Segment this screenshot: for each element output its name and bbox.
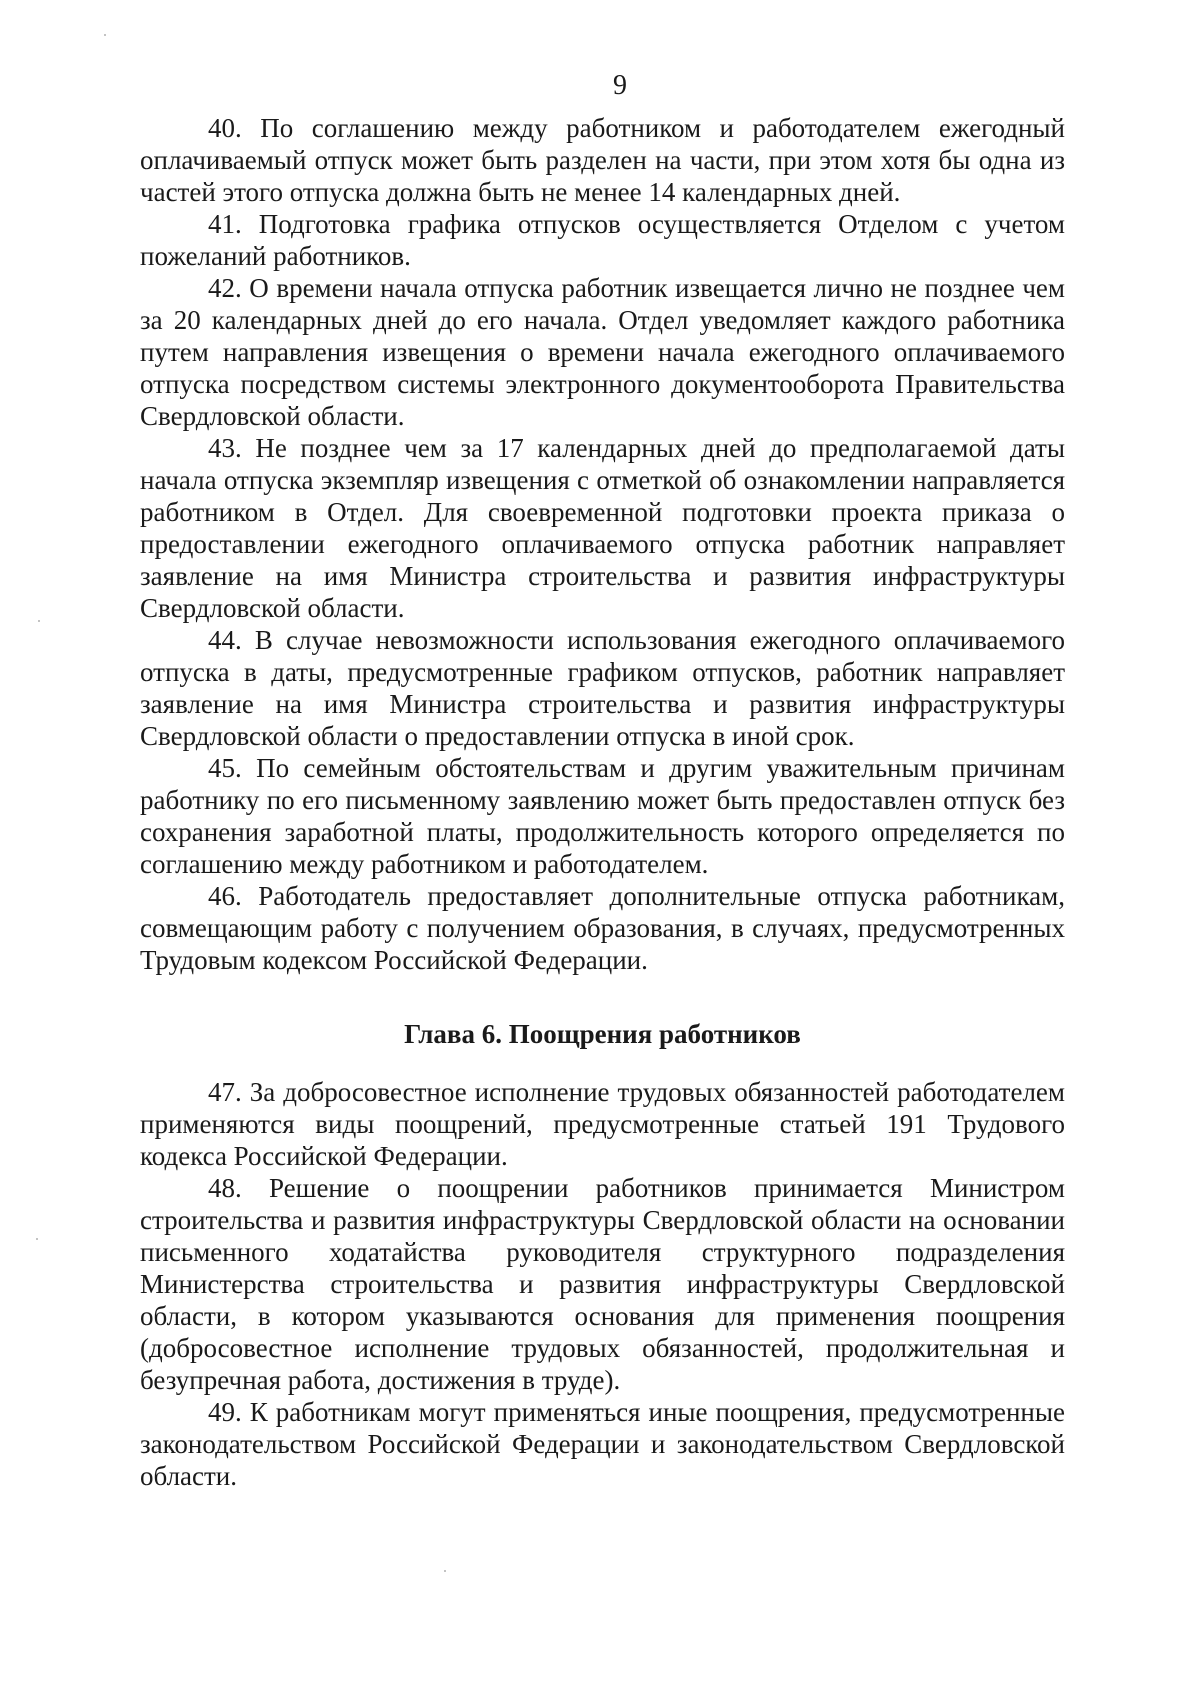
chapter-heading: Глава 6. Поощрения работников — [404, 1019, 801, 1049]
page-number: 9 — [613, 70, 627, 101]
paragraph-47: 47. За добросовестное исполнение трудовых обязанностей работодателем применяются виды поощрений, предусмотренные статьей 191 Трудового кодекса Российской Федерации. — [140, 1077, 1065, 1171]
paragraph-43: 43. Не позднее чем за 17 календарных дней до предполагаемой даты начала отпуска экземпляр извещения с отметкой об ознакомлении направляется работником в Отдел. Для своевременной подготовки проекта приказа о предоставлении ежегодного оплачиваемого отпуска работник направляет заявление на имя Министра строительства и развития инфраструктуры Свердловской области. — [140, 433, 1065, 623]
paragraph-48: 48. Решение о поощрении работников принимается Министром строительства и развития инфраструктуры Свердловской области на основании письменного ходатайства руководителя структурного подразделения Министерства строительства и развития инфраструктуры Свердловской области, в котором указываются основания для применения поощрения (добросовестное исполнение трудовых обязанностей, продолжительная и безупречная работа, достижения в труде). — [140, 1173, 1065, 1395]
scan-speck — [444, 1570, 446, 1572]
paragraph-46: 46. Работодатель предоставляет дополнительные отпуска работникам, совмещающим работу с получением образования, в случаях, предусмотренных Трудовым кодексом Российской Федерации. — [140, 881, 1065, 975]
paragraph-44: 44. В случае невозможности использования ежегодного оплачиваемого отпуска в даты, предусмотренные графиком отпусков, работник направляет заявление на имя Министра строительства и развития инфраструктуры Свердловской области о предоставлении отпуска в иной срок. — [140, 625, 1065, 751]
scan-speck — [104, 34, 106, 36]
scan-speck — [36, 1238, 38, 1240]
paragraph-41: 41. Подготовка графика отпусков осуществляется Отделом с учетом пожеланий работников. — [140, 209, 1065, 271]
paragraph-45: 45. По семейным обстоятельствам и другим уважительным причинам работнику по его письменному заявлению может быть предоставлен отпуск без сохранения заработной платы, продолжительность которого определяется по соглашению между работником и работодателем. — [140, 753, 1065, 879]
document-body — [140, 112, 1065, 1492]
scan-speck — [38, 620, 40, 622]
paragraph-49: 49. К работникам могут применяться иные поощрения, предусмотренные законодательством Российской Федерации и законодательством Свердловской области. — [140, 1397, 1065, 1491]
paragraph-40: 40. По соглашению между работником и работодателем ежегодный оплачиваемый отпуск может быть разделен на части, при этом хотя бы одна из частей этого отпуска должна быть не менее 14 календарных дней. — [140, 113, 1065, 207]
paragraph-42: 42. О времени начала отпуска работник извещается лично не позднее чем за 20 календарных дней до его начала. Отдел уведомляет каждого работника путем направления извещения о времени начала ежегодного оплачиваемого отпуска посредством системы электронного документооборота Правительства Свердловской области. — [140, 273, 1065, 431]
